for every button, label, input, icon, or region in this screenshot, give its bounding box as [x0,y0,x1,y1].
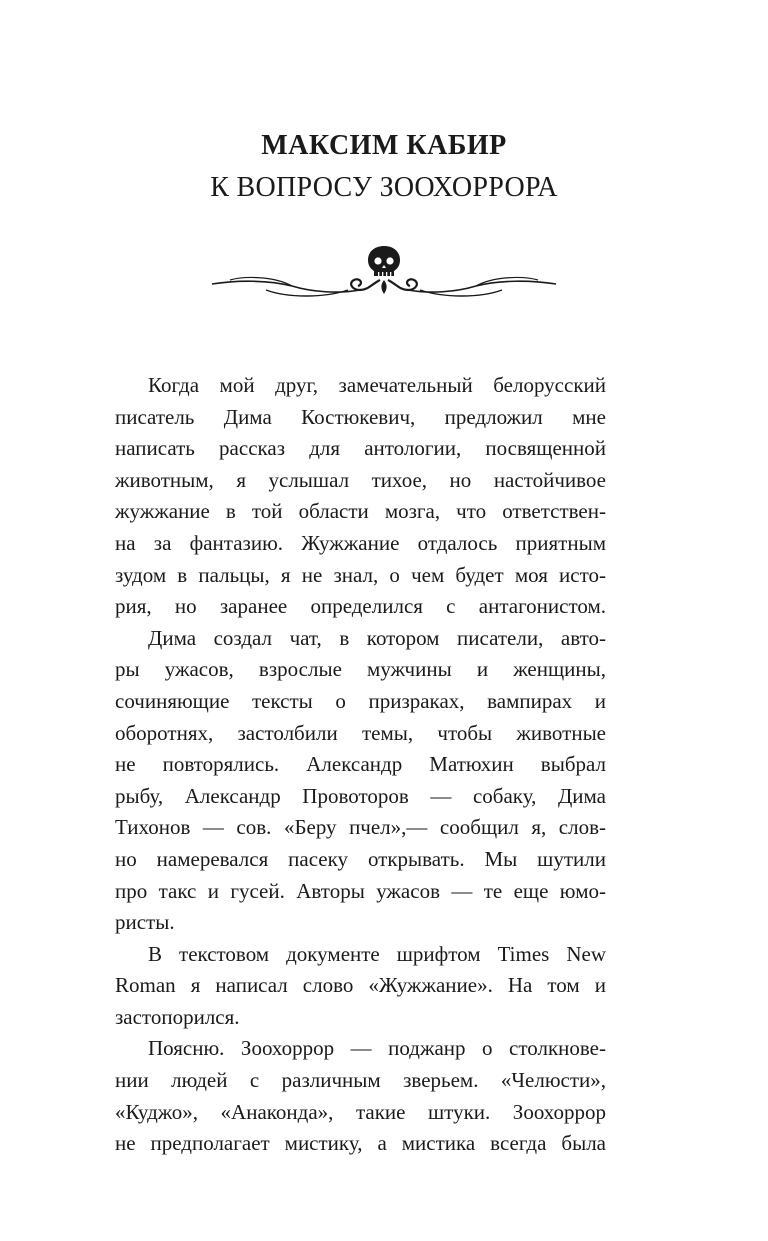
text-line: не предполагает мистику, а мистика всегда была [115,1131,606,1156]
text-line: не повторялись. Александр Матюхин выбрал [115,752,606,777]
text-line: зудом в пальцы, я не знал, о чем будет моя исто- [115,562,606,587]
author-name: МАКСИМ КАБИР [261,130,507,161]
skull-flourish-icon [208,240,560,302]
text-line: нии людей с различным зверьем. «Челюсти», [115,1068,606,1093]
text-line: писатель Дима Костюкевич, предложил мне [115,404,606,429]
paragraph [115,370,606,623]
text-line: застопорился. [115,1004,240,1029]
text-line: В текстовом документе шрифтом Times New [148,941,606,966]
text-line: рия, но заранее определился с антагонистом. [115,594,606,619]
text-line: Когда мой друг, замечательный белорусский [148,373,606,397]
chapter-title: К ВОПРОСУ ЗООХОРРОРА [210,172,558,203]
text-line: ристы. [115,910,175,935]
text-line: оборотнях, застолбили темы, чтобы животные [115,720,606,745]
text-line: жужжание в той области мозга, что ответствен- [115,499,606,524]
text-line: «Куджо», «Анаконда», такие штуки. Зоохоррор [115,1099,606,1124]
paragraph [115,1033,606,1159]
text-line: про такс и гусей. Авторы ужасов — те еще юмо- [115,878,606,903]
paragraph [115,623,606,939]
text-line: на за фантазию. Жужжание отдалось приятным [115,530,606,555]
paragraph [115,939,606,1034]
text-line: рыбу, Александр Провоторов — собаку, Дима [115,783,606,808]
text-line: ры ужасов, взрослые мужчины и женщины, [115,657,606,682]
text-line: Roman я написал слово «Жужжание». На том и [115,973,606,998]
text-line: написать рассказ для антологии, посвященной [115,436,606,461]
text-line: Тихонов — сов. «Беру пчел»,— сообщил я, слов- [115,815,606,840]
text-line: но намеревался пасеку открывать. Мы шутили [115,846,606,871]
text-line: сочиняющие тексты о призраках, вампирах и [115,688,606,713]
body-text [115,370,606,1160]
text-line: Дима создал чат, в котором писатели, авто- [148,625,606,650]
text-line: животным, я услышал тихое, но настойчивое [115,467,606,492]
text-line: Поясню. Зоохоррор — поджанр о столкнове- [148,1036,606,1061]
